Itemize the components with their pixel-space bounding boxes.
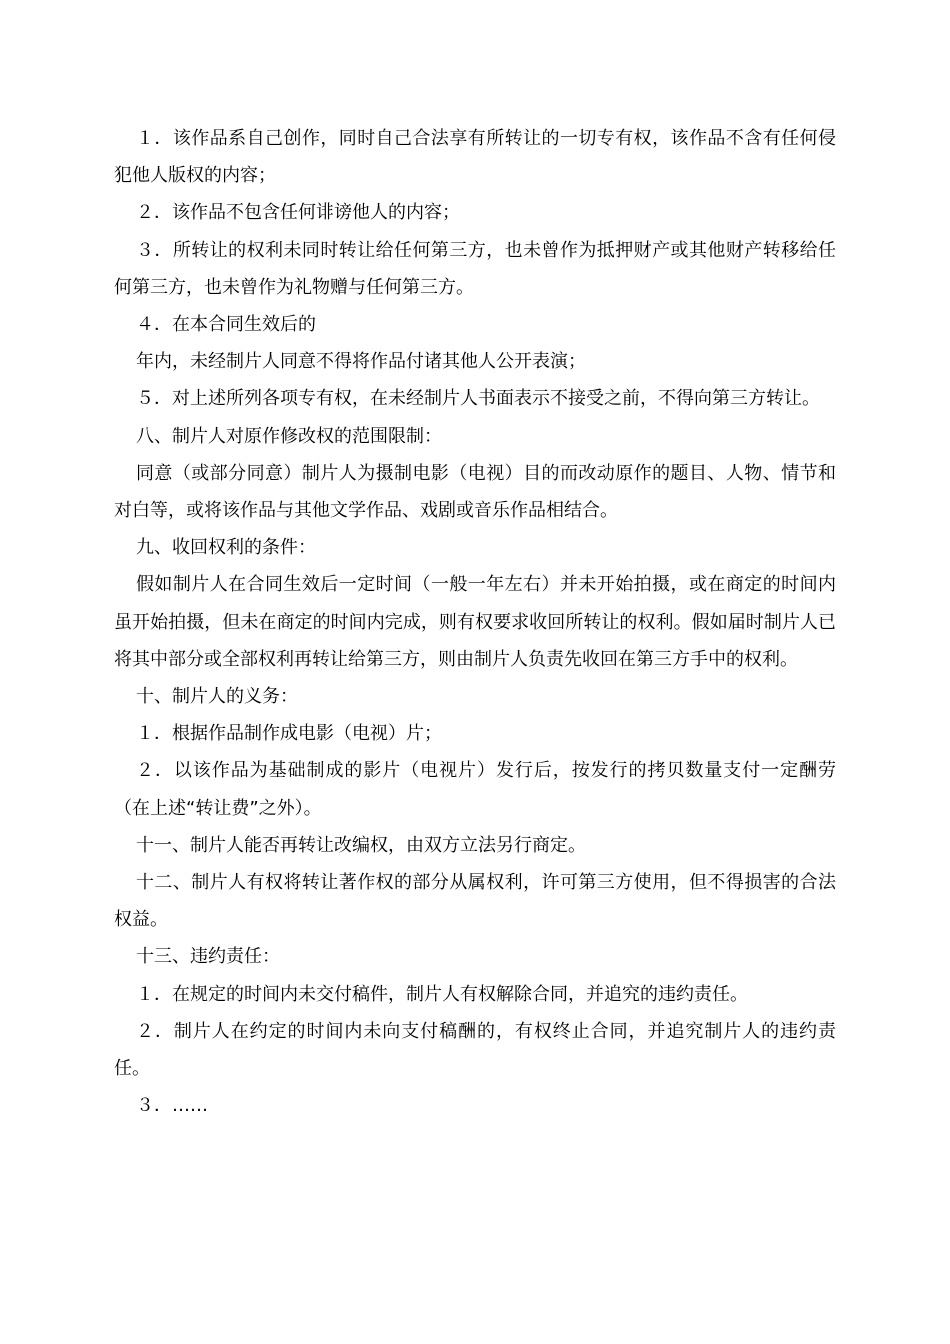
section-heading-12: 十二、制片人有权将转让著作权的部分从属权利，许可第三方使用，但不得损害的合法权益。	[114, 872, 836, 931]
section-heading-10: 十、制片人的义务：	[136, 686, 298, 708]
section-heading-13: 十三、违约责任：	[136, 946, 280, 968]
paragraph-modification-scope: 同意（或部分同意）制片人为摄制电影（电视）目的而改动原作的题目、人物、情节和对白等，或将该作品与其他文学作品、戏剧或音乐作品相结合。	[114, 462, 836, 522]
paragraph-liability-3: ３．……	[136, 1095, 208, 1117]
paragraph-revocation-conditions: 假如制片人在合同生效后一定时间（一般一年左右）并未开始拍摄，或在商定的时间内虽开始拍摄，但未在商定的时间内完成，则有权要求收回所转让的权利。假如届时制片人已将其中部分或全部权利再转让给第三方，则由制片人负责先收回在第三方手中的权利。	[114, 574, 836, 670]
paragraph-obligation-2: ２．以该作品为基础制成的影片（电视片）发行后，按发行的拷贝数量支付一定酬劳（在上述“转让费”之外）。	[114, 760, 836, 819]
paragraph-warranty-4: ４．在本合同生效后的	[136, 314, 316, 336]
section-heading-11: 十一、制片人能否再转让改编权，由双方立法另行商定。	[136, 834, 586, 856]
section-heading-9: 九、收回权利的条件：	[136, 537, 316, 559]
paragraph-warranty-1: １．该作品系自己创作，同时自己合法享有所转让的一切专有权，该作品不含有任何侵犯他人版权的内容；	[114, 128, 836, 187]
paragraph-warranty-3: ３．所转让的权利未同时转让给任何第三方，也未曾作为抵押财产或其他财产转移给任何第三方，也未曾作为礼物赠与任何第三方。	[114, 239, 836, 298]
paragraph-warranty-4-cont: 年内，未经制片人同意不得将作品付诸其他人公开表演；	[136, 351, 586, 373]
section-heading-8: 八、制片人对原作修改权的范围限制：	[136, 425, 442, 447]
paragraph-liability-1: １．在规定的时间内未交付稿件，制片人有权解除合同，并追究的违约责任。	[136, 983, 748, 1005]
document-body	[114, 120, 836, 1124]
paragraph-warranty-2: ２．该作品不包含任何诽谤他人的内容；	[136, 202, 460, 224]
paragraph-liability-2: ２．制片人在约定的时间内未向支付稿酬的，有权终止合同，并追究制片人的违约责任。	[114, 1020, 836, 1080]
paragraph-warranty-5: ５．对上述所列各项专有权，在未经制片人书面表示不接受之前，不得向第三方转让。	[136, 388, 820, 410]
paragraph-obligation-1: １．根据作品制作成电影（电视）片；	[136, 723, 442, 745]
